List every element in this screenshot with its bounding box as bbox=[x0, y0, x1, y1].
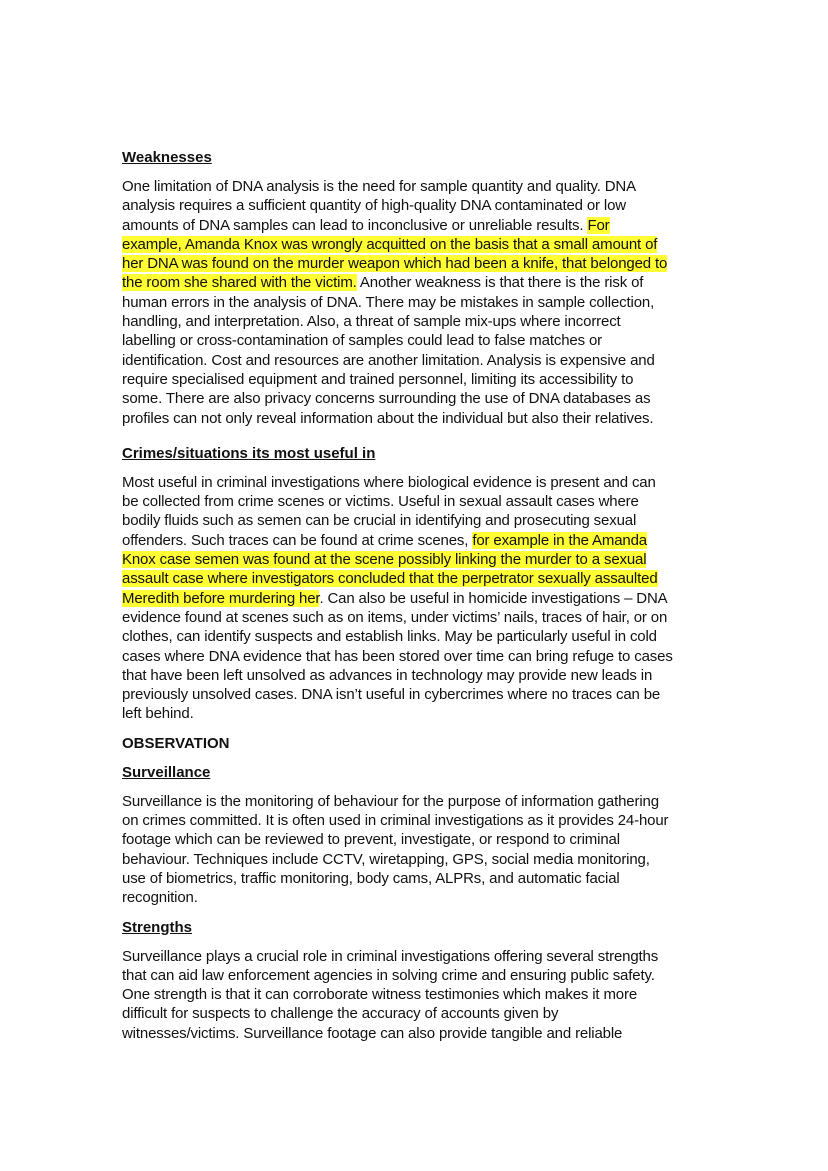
surveillance-heading: Surveillance bbox=[122, 763, 211, 781]
text-segment: bodily fluids such as semen can be crucial in identifying and prosecuting sexual bbox=[122, 512, 637, 530]
text-segment: Surveillance plays a crucial role in criminal investigations offering several strengths bbox=[122, 947, 659, 965]
document-page bbox=[122, 148, 722, 1059]
text-line bbox=[122, 947, 722, 966]
highlighted-text: Knox case semen was found at the scene possibly linking the murder to a sexual bbox=[122, 551, 647, 569]
text-line bbox=[122, 312, 722, 331]
strengths-paragraph bbox=[122, 947, 722, 1043]
text-segment: amounts of DNA samples can lead to inconclusive or unreliable results. bbox=[122, 216, 588, 234]
text-segment: recognition. bbox=[122, 889, 198, 907]
text-segment: labelling or cross-contamination of samples could lead to false matches or bbox=[122, 332, 602, 350]
text-line bbox=[122, 409, 722, 428]
crimes-heading: Crimes/situations its most useful in bbox=[122, 444, 376, 462]
text-line bbox=[122, 647, 722, 666]
text-segment: One limitation of DNA analysis is the need for sample quantity and quality. DNA bbox=[122, 178, 636, 195]
text-line bbox=[122, 550, 722, 569]
text-line bbox=[122, 351, 722, 370]
text-segment: offenders. Such traces can be found at crime scenes, bbox=[122, 531, 473, 549]
highlighted-text: Meredith before murdering her bbox=[122, 589, 320, 607]
observation-heading: OBSERVATION bbox=[122, 734, 230, 752]
highlighted-text: her DNA was found on the murder weapon which had been a knife, that belonged to bbox=[122, 255, 668, 273]
highlighted-text: assault case where investigators concluded that the perpetrator sexually assaulted bbox=[122, 570, 658, 588]
text-segment: use of biometrics, traffic monitoring, body cams, ALPRs, and automatic facial bbox=[122, 869, 620, 887]
text-segment: handling, and interpretation. Also, a threat of sample mix-ups where incorrect bbox=[122, 313, 621, 331]
text-segment: identification. Cost and resources are another limitation. Analysis is expensive and bbox=[122, 351, 655, 369]
text-segment: human errors in the analysis of DNA. There may be mistakes in sample collection, bbox=[122, 293, 655, 311]
text-line bbox=[122, 1004, 722, 1023]
text-line bbox=[122, 331, 722, 350]
weaknesses-heading: Weaknesses bbox=[122, 149, 212, 166]
text-line bbox=[122, 966, 722, 985]
text-segment: that have been left unsolved as advances in technology may provide new leads in bbox=[122, 666, 653, 684]
text-line bbox=[122, 531, 722, 550]
text-line bbox=[122, 273, 722, 292]
text-line bbox=[122, 196, 722, 215]
text-segment: cases where DNA evidence that has been stored over time can bring refuge to cases bbox=[122, 647, 673, 665]
text-segment: require specialised equipment and trained personnel, limiting its accessibility to bbox=[122, 370, 634, 388]
text-segment: profiles can not only reveal information about the individual but also their relatives. bbox=[122, 409, 654, 427]
text-line bbox=[122, 235, 722, 254]
text-line bbox=[122, 792, 722, 811]
highlighted-text: For bbox=[587, 216, 610, 234]
text-line bbox=[122, 666, 722, 685]
text-line bbox=[122, 850, 722, 869]
highlighted-text: for example in the Amanda bbox=[472, 531, 648, 549]
text-line bbox=[122, 685, 722, 704]
text-segment: witnesses/victims. Surveillance footage can also provide tangible and reliable bbox=[122, 1024, 623, 1042]
text-segment: . Can also be useful in homicide investigations – DNA bbox=[319, 589, 668, 607]
text-line bbox=[122, 888, 722, 907]
text-line bbox=[122, 254, 722, 273]
text-segment: previously unsolved cases. DNA isn’t useful in cybercrimes where no traces can be bbox=[122, 686, 661, 704]
text-line bbox=[122, 830, 722, 849]
highlighted-text: the room she shared with the victim. bbox=[122, 274, 357, 292]
text-segment: footage which can be reviewed to prevent, investigate, or respond to criminal bbox=[122, 831, 620, 849]
text-segment: analysis requires a sufficient quantity of high-quality DNA contaminated or low bbox=[122, 197, 626, 215]
text-segment: Another weakness is that there is the risk of bbox=[356, 274, 644, 292]
text-line bbox=[122, 1024, 722, 1043]
text-segment: One strength is that it can corroborate witness testimonies which makes it more bbox=[122, 986, 638, 1004]
text-line bbox=[122, 216, 722, 235]
surveillance-paragraph bbox=[122, 792, 722, 908]
text-segment: Most useful in criminal investigations where biological evidence is present and can bbox=[122, 473, 656, 491]
text-line bbox=[122, 627, 722, 646]
text-line bbox=[122, 811, 722, 830]
text-line bbox=[122, 389, 722, 408]
text-segment: Surveillance is the monitoring of behaviour for the purpose of information gathering bbox=[122, 792, 659, 810]
text-segment: on crimes committed. It is often used in criminal investigations as it provides 24-hour bbox=[122, 812, 669, 830]
text-segment: left behind. bbox=[122, 705, 194, 723]
text-line bbox=[122, 608, 722, 627]
text-segment: that can aid law enforcement agencies in solving crime and ensuring public safety. bbox=[122, 966, 655, 984]
text-segment: be collected from crime scenes or victims. Useful in sexual assault cases where bbox=[122, 493, 639, 511]
text-line bbox=[122, 473, 722, 492]
text-segment: clothes, can identify suspects and establish links. May be particularly useful in cold bbox=[122, 628, 657, 646]
text-line bbox=[122, 370, 722, 389]
text-line bbox=[122, 492, 722, 511]
text-segment: behaviour. Techniques include CCTV, wiretapping, GPS, social media monitoring, bbox=[122, 850, 650, 868]
text-line bbox=[122, 704, 722, 723]
text-segment: some. There are also privacy concerns surrounding the use of DNA databases as bbox=[122, 390, 651, 408]
text-line bbox=[122, 589, 722, 608]
text-segment: evidence found at scenes such as on items, under victims’ nails, traces of hair, or on bbox=[122, 608, 668, 626]
highlighted-text: example, Amanda Knox was wrongly acquitted on the basis that a small amount of bbox=[122, 235, 658, 253]
strengths-heading: Strengths bbox=[122, 918, 193, 936]
text-line bbox=[122, 293, 722, 312]
text-line bbox=[122, 869, 722, 888]
weaknesses-paragraph bbox=[122, 177, 722, 428]
text-line bbox=[122, 985, 722, 1004]
text-line bbox=[122, 569, 722, 588]
text-line bbox=[122, 511, 722, 530]
text-segment: difficult for suspects to challenge the accuracy of accounts given by bbox=[122, 1005, 559, 1023]
crimes-paragraph bbox=[122, 473, 722, 724]
text-line bbox=[122, 177, 722, 196]
